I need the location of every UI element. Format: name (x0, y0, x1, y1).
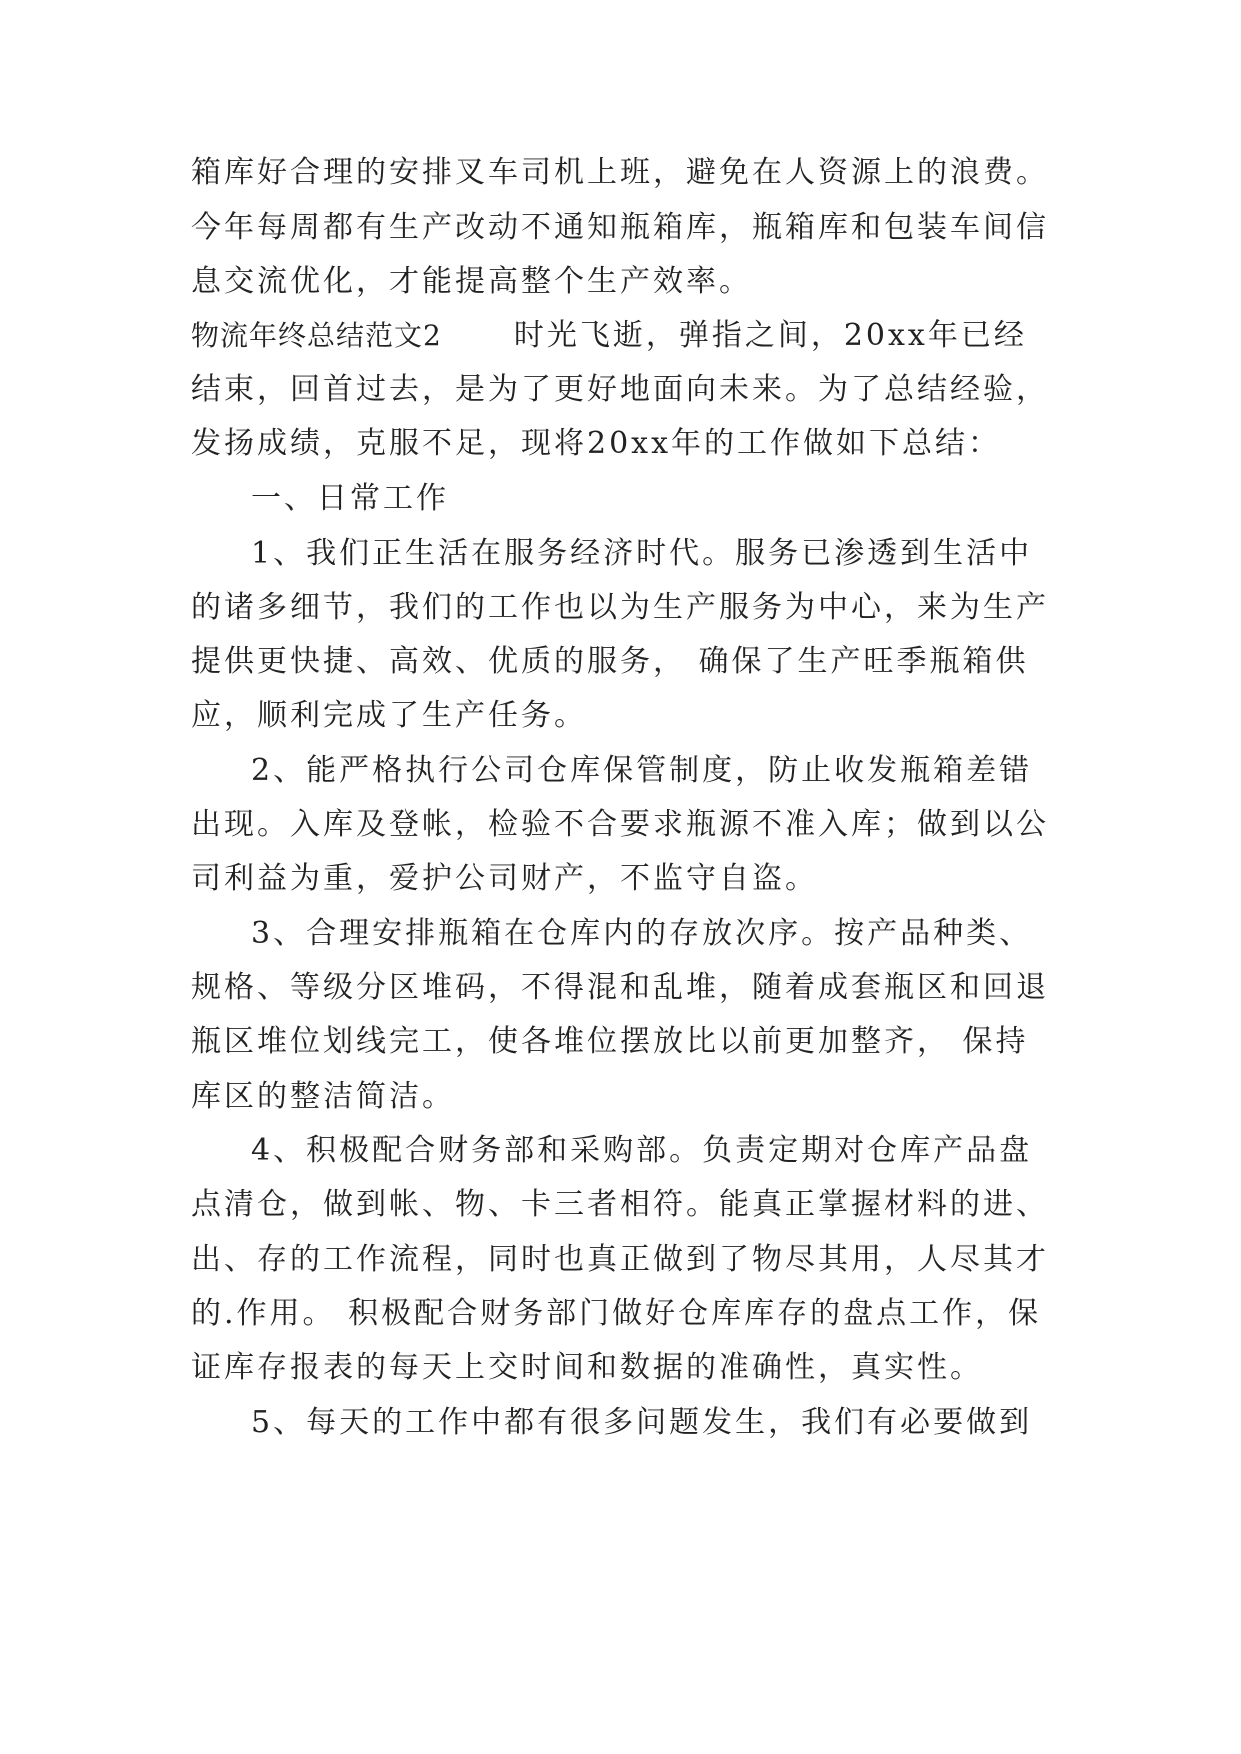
text-line: 规格、等级分区堆码，不得混和乱堆，随着成套瓶区和回退 (191, 970, 1049, 1005)
text-line: 提供更快捷、高效、优质的服务， 确保了生产旺季瓶箱供 (191, 644, 1029, 679)
section-title-row (191, 316, 1051, 356)
section-title: 物流年终总结范文2 (191, 319, 442, 352)
text-line: 库区的整洁简洁。 (191, 1079, 455, 1114)
text-line: 1、我们正生活在服务经济时代。服务已渗透到生活中 (251, 536, 1033, 571)
text-line: 司利益为重，爱护公司财产，不监守自盗。 (191, 861, 818, 896)
text-line: 时光飞逝，弹指之间，20xx年已经 (513, 318, 1027, 353)
text-line: 出、存的工作流程，同时也真正做到了物尽其用，人尽其才 (191, 1242, 1049, 1277)
text-line: 发扬成绩，克服不足，现将20xx年的工作做如下总结： (191, 426, 1002, 461)
text-line: 出现。入库及登帐，检验不合要求瓶源不准入库；做到以公 (191, 807, 1049, 842)
text-line: 息交流优化，才能提高整个生产效率。 (191, 264, 752, 299)
text-line: 点清仓，做到帐、物、卡三者相符。能真正掌握材料的进、 (191, 1187, 1049, 1222)
text-line: 5、每天的工作中都有很多问题发生，我们有必要做到 (251, 1405, 1033, 1440)
text-line: 证库存报表的每天上交时间和数据的准确性，真实性。 (191, 1350, 983, 1385)
text-line: 的.作用。 积极配合财务部门做好仓库库存的盘点工作，保 (191, 1296, 1042, 1331)
heading-daily-work: 一、日常工作 (251, 481, 449, 516)
text-line: 箱库好合理的安排叉车司机上班，避免在人资源上的浪费。 (191, 155, 1049, 190)
text-line: 今年每周都有生产改动不通知瓶箱库，瓶箱库和包装车间信 (191, 210, 1049, 245)
text-line: 2、能严格执行公司仓库保管制度，防止收发瓶箱差错 (251, 753, 1033, 788)
text-line: 结束，回首过去，是为了更好地面向未来。为了总结经验， (191, 372, 1049, 407)
text-line: 4、积极配合财务部和采购部。负责定期对仓库产品盘 (251, 1133, 1033, 1168)
text-line: 的诸多细节，我们的工作也以为生产服务为中心，来为生产 (191, 590, 1049, 625)
text-line: 应，顺利完成了生产任务。 (191, 698, 587, 733)
text-line: 瓶区堆位划线完工，使各堆位摆放比以前更加整齐， 保持 (191, 1024, 1029, 1059)
text-line: 3、合理安排瓶箱在仓库内的存放次序。按产品种类、 (251, 916, 1033, 951)
